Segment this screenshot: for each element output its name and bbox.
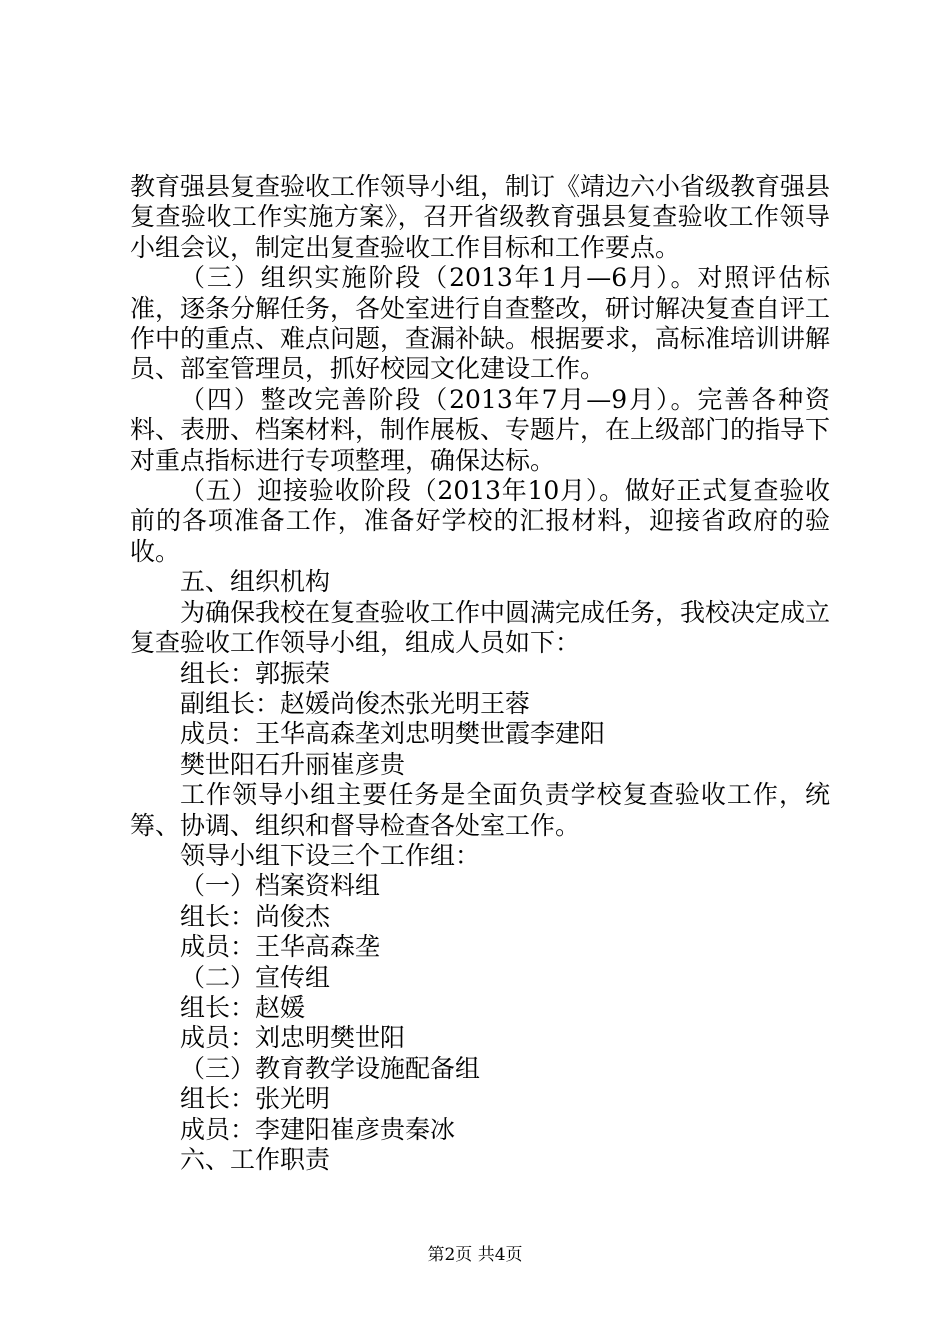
paragraph: （三）组织实施阶段（2013年1月—6月）。对照评估标准，逐条分解任务，各处室进行自查整改，研讨解决复查自评工作中的重点、难点问题，查漏补缺。根据要求，高标准培训讲解员、部室管理员，抓好校园文化建设工作。 xyxy=(130,263,831,384)
paragraph: 工作领导小组主要任务是全面负责学校复查验收工作，统筹、协调、组织和督导检查各处室工作。 xyxy=(130,780,830,840)
paragraph: 六、工作职责 xyxy=(180,1145,331,1174)
paragraph: 组长：尚俊杰 xyxy=(180,901,331,931)
paragraph: （五）迎接验收阶段（2013年10月）。做好正式复查验收前的各项准备工作，准备好学校的汇报材料，迎接省政府的验收。 xyxy=(130,476,830,566)
paragraph: 樊世阳石升丽崔彦贵 xyxy=(180,749,406,779)
paragraph: 教育强县复查验收工作领导小组，制订《靖边六小省级教育强县复查验收工作实施方案》，召开省级教育强县复查验收工作领导小组会议，制定出复查验收工作目标和工作要点。 xyxy=(130,172,831,262)
paragraph: 领导小组下设三个工作组： xyxy=(180,840,481,870)
paragraph: 组长：郭振荣 xyxy=(180,658,331,688)
paragraph: 组长：张光明 xyxy=(180,1084,331,1114)
paragraph: 为确保我校在复查验收工作中圆满完成任务，我校决定成立复查验收工作领导小组，组成人员如下： xyxy=(130,597,831,658)
paragraph: （二）宣传组 xyxy=(180,962,331,992)
page-number: 第2页 共4页 xyxy=(427,1245,523,1265)
paragraph: 成员：王华高森垄 xyxy=(180,932,381,962)
paragraph: （一）档案资料组 xyxy=(180,871,381,901)
paragraph: （四）整改完善阶段（2013年7月—9月）。完善各种资料、表册、档案材料，制作展板、专题片，在上级部门的指导下对重点指标进行专项整理，确保达标。 xyxy=(130,384,831,475)
paragraph: 成员：刘忠明樊世阳 xyxy=(180,1023,406,1053)
paragraph: 成员：李建阳崔彦贵秦冰 xyxy=(180,1114,456,1144)
document-body xyxy=(130,172,830,1175)
paragraph: 五、组织机构 xyxy=(180,567,331,597)
paragraph: 成员：王华高森垄刘忠明樊世霞李建阳 xyxy=(180,719,606,749)
paragraph: 副组长：赵媛尚俊杰张光明王蓉 xyxy=(180,688,531,718)
page-footer xyxy=(0,1244,950,1266)
paragraph: （三）教育教学设施配备组 xyxy=(180,1053,481,1083)
paragraph: 组长：赵媛 xyxy=(180,992,306,1022)
